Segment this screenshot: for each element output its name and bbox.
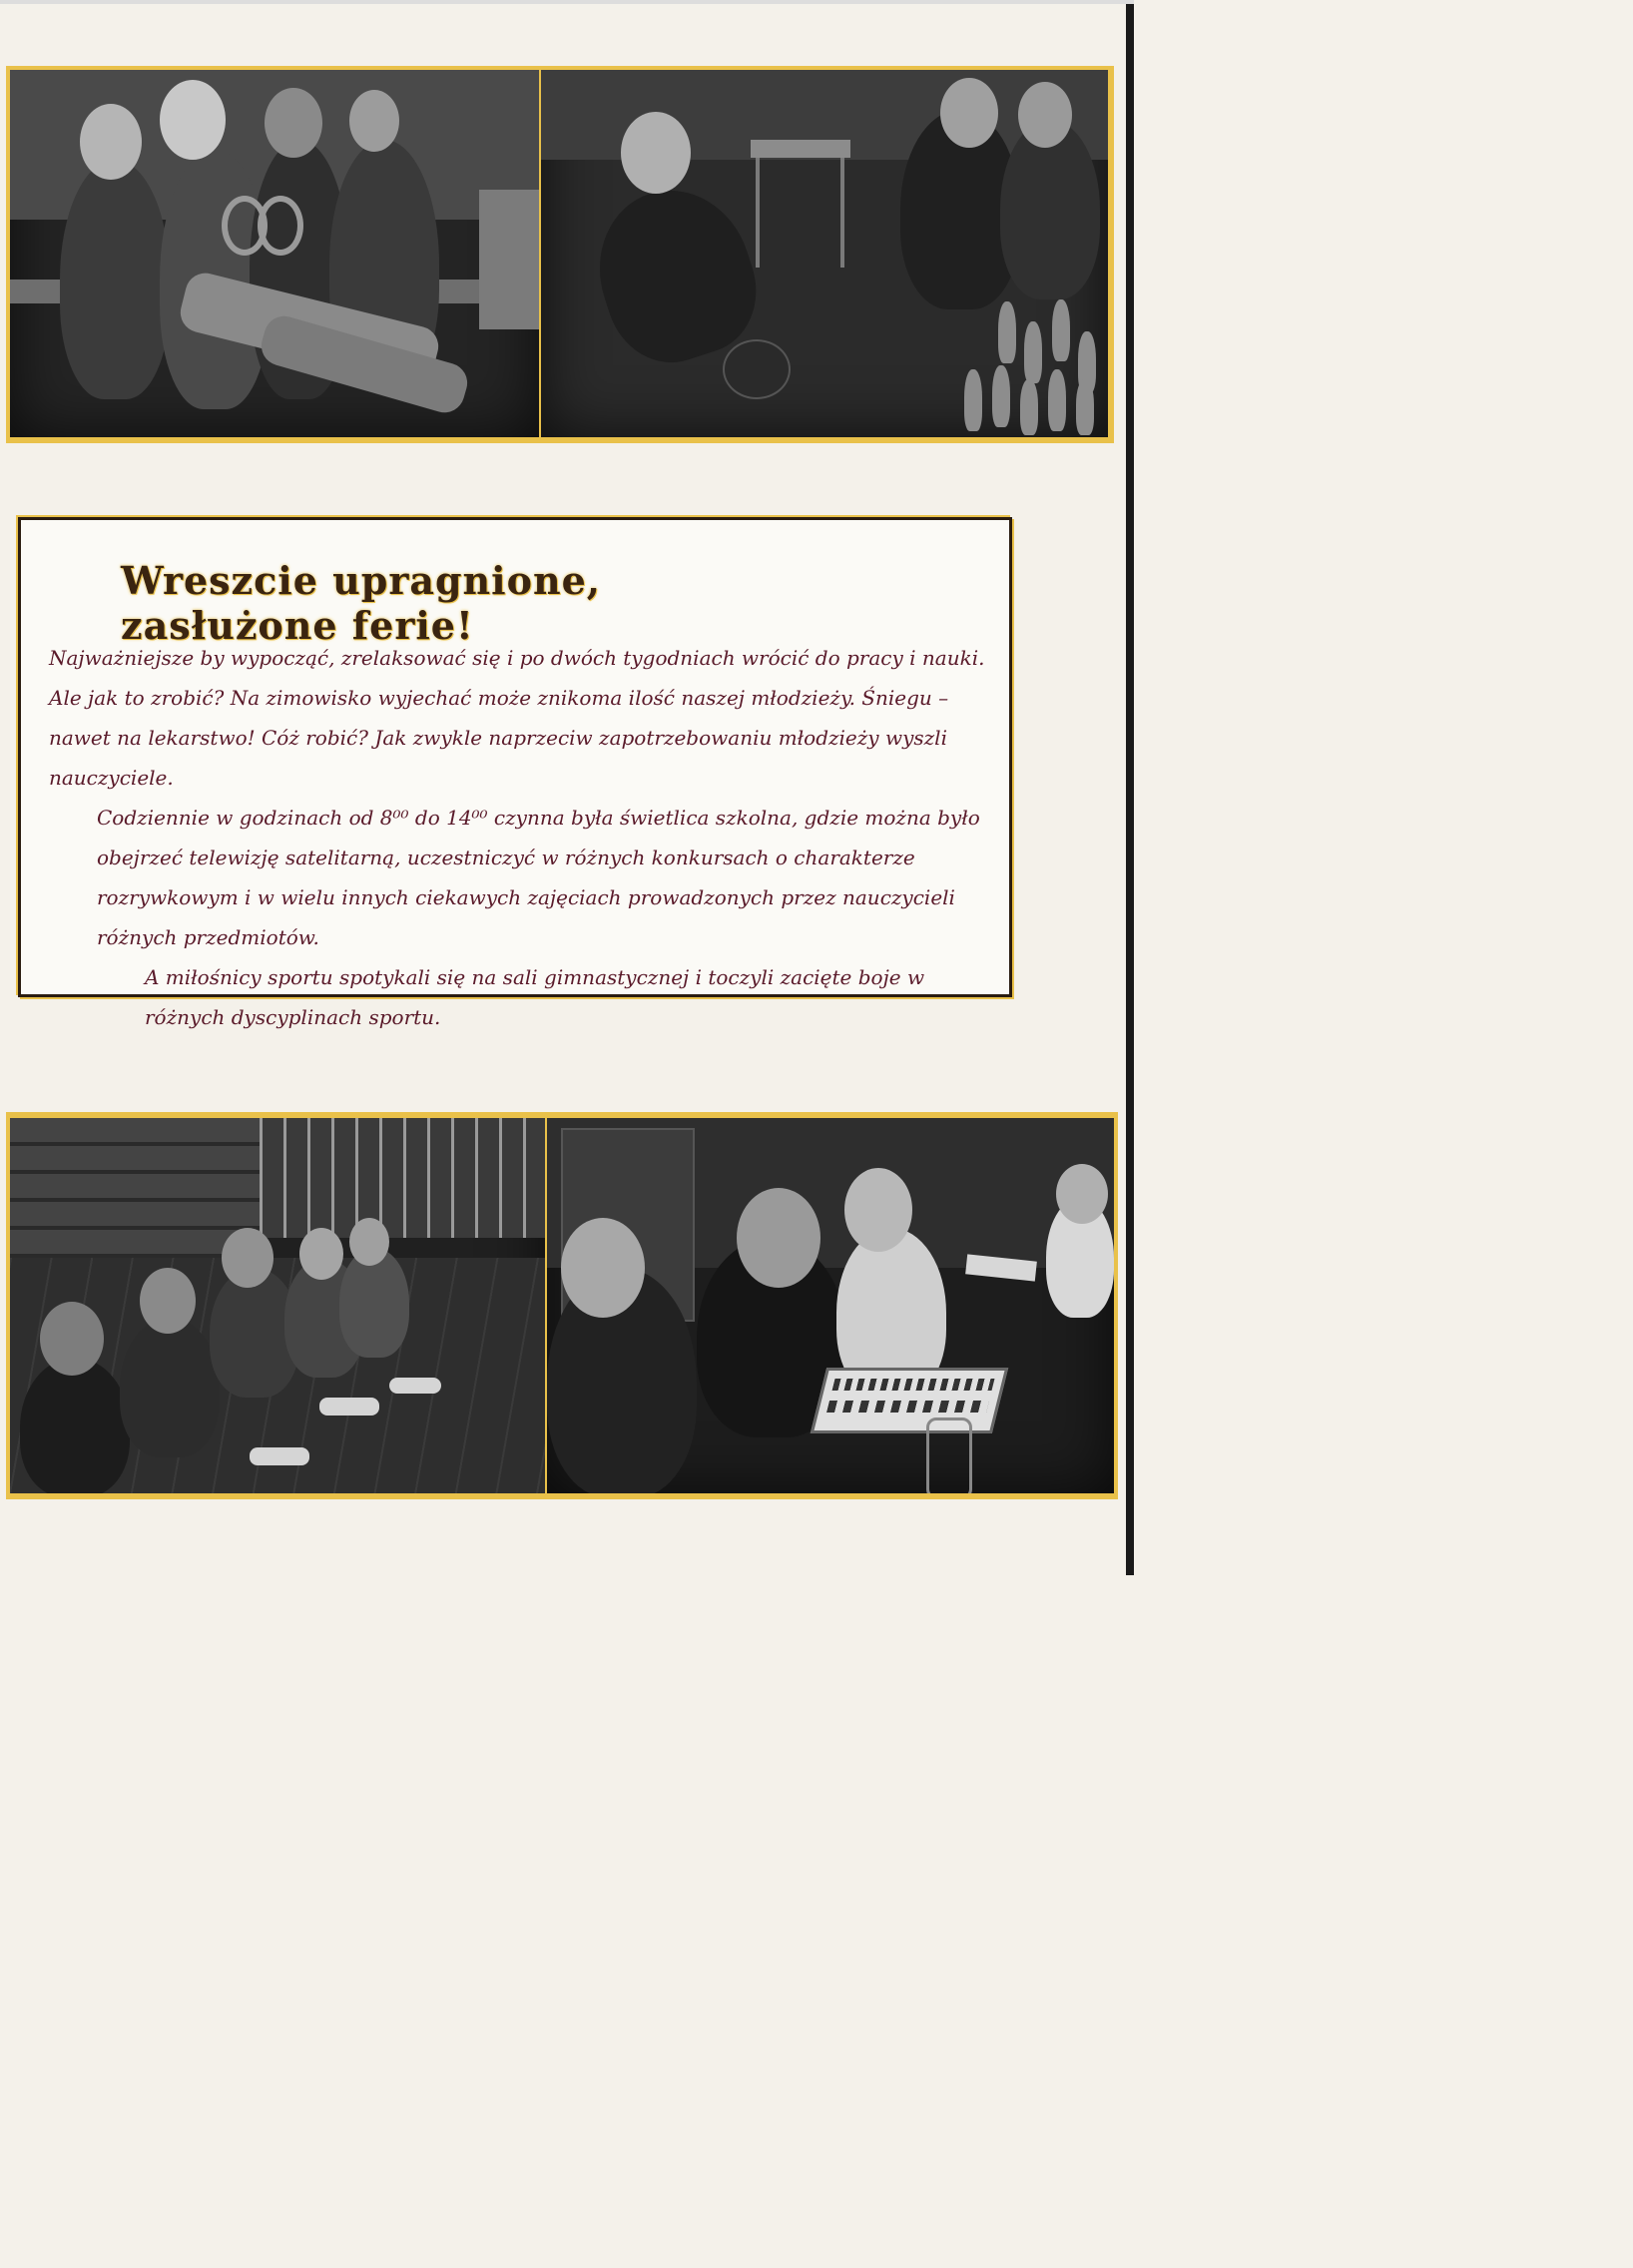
teacher-head	[737, 1188, 820, 1288]
bowling-pin	[1048, 369, 1066, 431]
bowling-pin	[1020, 379, 1038, 435]
bowling-ball	[723, 339, 791, 399]
child-head	[160, 80, 226, 160]
girl-head	[299, 1228, 343, 1280]
child-head	[349, 90, 399, 152]
bowling-pin	[992, 365, 1010, 427]
girl-figure	[20, 1358, 130, 1493]
girl-head	[40, 1302, 104, 1376]
quiz-console	[811, 1368, 1008, 1433]
bowling-pin	[964, 369, 982, 431]
note-title: Wreszcie upragnione, zasłużone ferie!	[121, 558, 601, 648]
girl-head	[1018, 82, 1072, 148]
boy-head	[621, 112, 691, 194]
bowling-pin	[1024, 321, 1042, 383]
child-head	[265, 88, 322, 158]
student-head	[844, 1168, 912, 1252]
photo-gym-hall	[10, 1118, 545, 1493]
note-paragraph: Najważniejsze by wypocząć, zrelaksować się i po dwóch tygodniach wrócić do pracy i nauki. Ale jak to zrobić? Na zimowisko wyjechać może znikoma ilość naszej młodzieży. Śniegu – nawet na lekarstwo! Cóż robić? Jak zwykle naprzeciw zapotrzebowaniu młodzieży wyszli nauczyciele.	[49, 646, 985, 790]
scan-edge-right	[1126, 0, 1134, 1575]
girl-figure	[120, 1318, 220, 1457]
student-head	[1056, 1164, 1108, 1224]
girl-head	[222, 1228, 273, 1288]
photo-children-sitting	[10, 70, 539, 437]
girl-head	[349, 1218, 389, 1266]
girl-head	[140, 1268, 196, 1334]
gym-ring	[258, 196, 303, 256]
girl-head	[940, 78, 998, 148]
bowling-pin	[1076, 379, 1094, 435]
note-paragraph: A miłośnicy sportu spotykali się na sali gimnastycznej i toczyli zacięte boje w różnych dyscyplinach sportu.	[145, 965, 925, 1029]
note-paragraph: Codziennie w godzinach od 8⁰⁰ do 14⁰⁰ czynna była świetlica szkolna, gdzie można było obejrzeć telewizję satelitarną, uczestniczyć w różnych konkursach o charakterze rozrywkowym i w wielu innych ciekawych zajęciach prowadzonych przez nauczycieli różnych przedmiotów.	[97, 806, 980, 949]
photo-bowling	[541, 70, 1108, 437]
child-head	[80, 104, 142, 180]
student-head	[561, 1218, 645, 1318]
scan-edge-top	[0, 0, 1134, 4]
handwritten-note	[18, 517, 1012, 1029]
child-figure	[60, 160, 170, 399]
bowling-pin	[998, 301, 1016, 363]
note-body	[49, 638, 987, 1037]
photo-quiz-console	[547, 1118, 1114, 1493]
bowling-pin	[1052, 299, 1070, 361]
